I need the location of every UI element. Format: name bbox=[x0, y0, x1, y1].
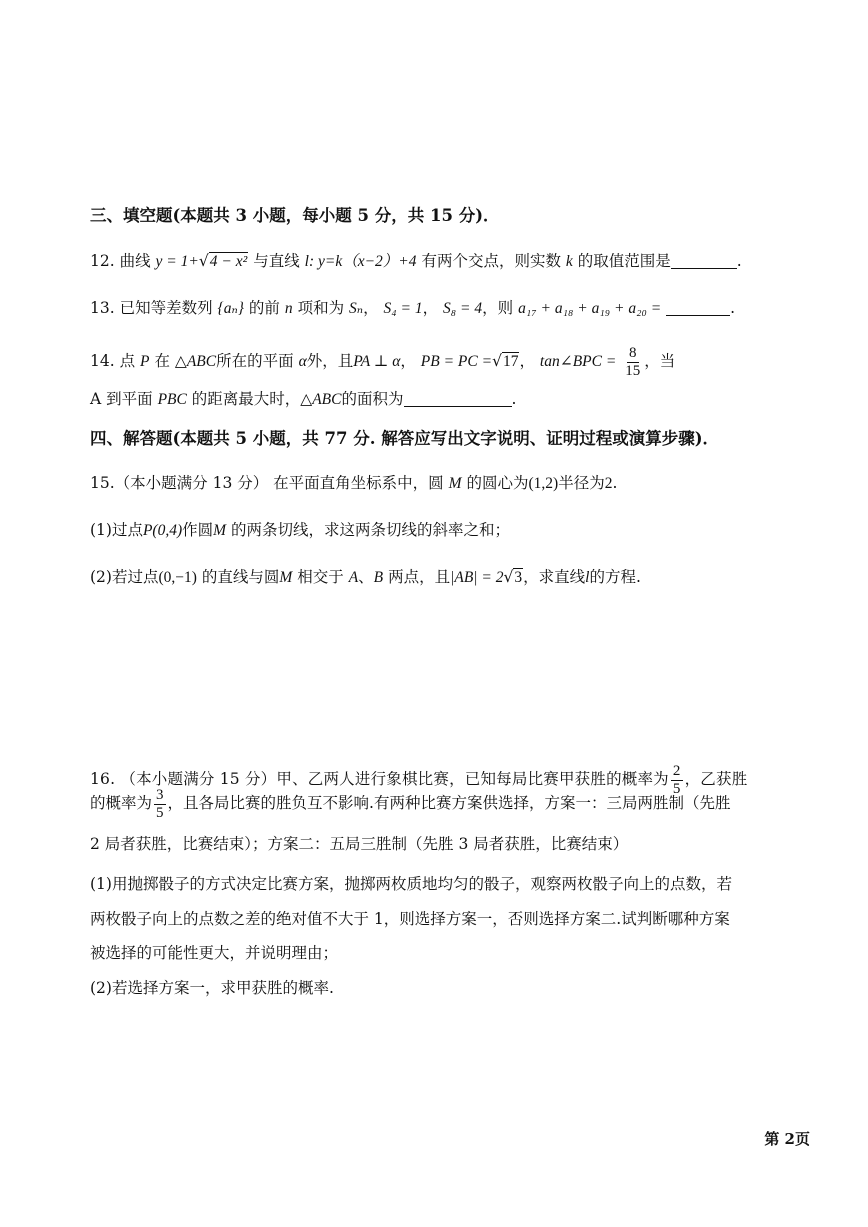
section4-heading: 四、解答题(本题共 5 小题，共 77 分. 解答应写出文字说明、证明过程或演算步骤)． bbox=[90, 429, 720, 448]
q14-fraction bbox=[623, 345, 642, 380]
q16-frac1-den: 5 bbox=[672, 780, 681, 797]
q15-sep: 、 bbox=[358, 568, 374, 586]
question-15 bbox=[90, 472, 808, 495]
q15-p2-e: ，求直线 bbox=[523, 568, 586, 586]
q12-end: . bbox=[736, 252, 742, 270]
q16-line3: 2 局者获胜，比赛结束）；方案二：五局三胜制（先胜 3 局者获胜，比赛结束） bbox=[90, 835, 629, 853]
q14-tan: tan∠BPC = bbox=[539, 353, 617, 370]
q14-frac-num: 8 bbox=[629, 344, 637, 361]
q14-point-p: P bbox=[140, 353, 150, 370]
q14-end: . bbox=[511, 390, 517, 408]
q15-text3: 半径为 bbox=[558, 474, 605, 492]
q14-text4: 外，且 bbox=[306, 352, 354, 370]
q16-l1-a: （本小题满分 15 分）甲、乙两人进行象棋比赛，已知每局比赛甲获胜的概率为 bbox=[120, 770, 669, 788]
q15-p2-f: 的方程. bbox=[589, 568, 641, 586]
q14-triangle: △ABC bbox=[174, 353, 217, 370]
q16-frac2-num: 3 bbox=[156, 786, 164, 803]
q15-radius: 2 bbox=[604, 475, 613, 492]
q15-p2-circle: M bbox=[279, 569, 293, 586]
q14-perp: PA ⊥ α bbox=[353, 353, 401, 370]
q15-p2-d: 两点，且 bbox=[388, 568, 451, 586]
question-12 bbox=[90, 250, 808, 273]
q16-fraction2 bbox=[154, 787, 166, 822]
q13-text2: 的前 bbox=[248, 299, 280, 317]
q14-number: 14. bbox=[90, 352, 115, 370]
q13-n: n bbox=[284, 300, 293, 317]
q13-number: 13. bbox=[90, 299, 115, 317]
q13-end: . bbox=[730, 299, 736, 317]
q12-text2: 与直线 bbox=[253, 252, 300, 270]
q14-line2-b: 的距离最大时， bbox=[191, 390, 301, 408]
q14-text1: 点 bbox=[119, 352, 136, 370]
q15-part1 bbox=[90, 519, 808, 542]
q16-line7: (2)若选择方案一，求甲获胜的概率. bbox=[90, 979, 334, 997]
radical-icon: √ bbox=[198, 252, 209, 270]
q15-p1-c: 的两条切线，求这两条切线的斜率之和； bbox=[231, 521, 511, 539]
q15-p2-b: 的直线与圆 bbox=[201, 568, 280, 586]
q15-p2-c: 相交于 bbox=[297, 568, 344, 586]
q15-p2-a: (2)若过点 bbox=[90, 568, 159, 586]
q12-text3: 有两个交点，则实数 bbox=[421, 252, 561, 270]
q16-l2-b: ，且各局比赛的胜负互不影响.有两种比赛方案供选择，方案一：三局两胜制（先胜 bbox=[167, 794, 731, 812]
q15-center: (1,2) bbox=[528, 475, 559, 492]
q15-part2 bbox=[90, 566, 808, 589]
radical-icon: √ bbox=[503, 568, 514, 586]
q13-cond2: S₈ = 4 bbox=[443, 300, 483, 317]
q16-line2 bbox=[90, 784, 808, 822]
q16-number: 16. bbox=[90, 770, 116, 788]
q12-text4: 的取值范围是 bbox=[577, 252, 671, 270]
q15-point-b: B bbox=[373, 569, 384, 586]
q14-eq2: PB = PC = bbox=[420, 353, 493, 370]
q16-l1-b: ，乙获胜 bbox=[684, 770, 748, 788]
q15-text1: 在平面直角坐标系中，圆 bbox=[273, 474, 444, 492]
q15-number: 15. bbox=[90, 474, 115, 492]
q14-alpha: α bbox=[298, 353, 307, 370]
q16-frac2-den: 5 bbox=[156, 804, 164, 821]
q15-text2: 的圆心为 bbox=[466, 474, 529, 492]
q12-k: k bbox=[565, 253, 573, 270]
q15-p2-point: (0,−1) bbox=[158, 569, 197, 586]
q14-frac-den: 15 bbox=[625, 362, 641, 379]
question-14: 14. 点 P 在 △ABC所在的平面 α外，且PA ⊥ α， PB = PC =√17， tan∠BPC = $\frac{8}{15}$ ，当 bbox=[90, 344, 676, 379]
q16-frac1-num: 2 bbox=[672, 762, 681, 779]
question-13: 13. 已知等差数列 {aₙ} 的前 n 项和为 Sₙ， S₄ = 1， S₈ = 4，则 a₁₇ + a₁₈ + a₁₉ + a₂₀ = . bbox=[90, 299, 736, 317]
q12-number: 12. bbox=[90, 252, 115, 270]
q14-line2-a: A 到平面 bbox=[90, 390, 153, 408]
q12-text1: 曲线 bbox=[119, 252, 151, 270]
q15-p1-circle: M bbox=[213, 522, 227, 539]
q13-sn: Sₙ bbox=[349, 300, 364, 317]
q12-line-eq: l: y=k（x−2）+4 bbox=[304, 253, 417, 270]
q12-radicand: 4 − x² bbox=[209, 253, 248, 270]
q15-circle-m: M bbox=[448, 475, 462, 492]
radical-icon: √ bbox=[492, 352, 502, 370]
q14-text5: ，当 bbox=[644, 352, 676, 370]
q12-answer-blank[interactable] bbox=[671, 252, 737, 269]
q13-sequence: {aₙ} bbox=[217, 300, 244, 317]
q13-text4: ，则 bbox=[482, 299, 514, 317]
q15-note: （本小题满分 13 分） bbox=[114, 474, 269, 492]
q12-curve-eq: y = 1+ bbox=[155, 253, 199, 270]
q14-answer-blank[interactable] bbox=[404, 390, 512, 407]
q14-line2-c: 的面积为 bbox=[341, 390, 404, 408]
q15-p1-point: P(0,4) bbox=[142, 522, 183, 539]
q14-plane-pbc: PBC bbox=[157, 391, 187, 408]
page-number: 第 2页 bbox=[764, 1130, 810, 1148]
section3-heading: 三、填空题(本题共 3 小题，每小题 5 分，共 15 分)． bbox=[90, 206, 500, 225]
q15-radicand: 3 bbox=[514, 569, 523, 586]
q13-text1: 已知等差数列 bbox=[119, 299, 213, 317]
question-14-line2 bbox=[90, 388, 808, 411]
q14-text3: 所在的平面 bbox=[216, 352, 294, 370]
q15-ab: |AB| = 2 bbox=[450, 569, 504, 586]
q16-l2-a: 的概率为 bbox=[90, 794, 153, 812]
q14-triangle2: △ABC bbox=[300, 391, 342, 408]
q14-radicand: 17 bbox=[502, 353, 519, 370]
q15-point-a: A bbox=[348, 569, 359, 586]
q16-line4: (1)用抛掷骰子的方式决定比赛方案，抛掷两枚质地均匀的骰子，观察两枚骰子向上的点数，若 bbox=[90, 875, 732, 893]
q16-line6: 被选择的可能性更大，并说明理由； bbox=[90, 944, 339, 962]
q13-answer-blank[interactable] bbox=[666, 299, 730, 316]
q15-end: . bbox=[612, 474, 618, 492]
q16-line5: 两枚骰子向上的点数之差的绝对值不大于 1，则选择方案一，否则选择方案二.试判断哪种方案 bbox=[90, 910, 730, 928]
q13-expr: a₁₇ + a₁₈ + a₁₉ + a₂₀ = bbox=[518, 300, 662, 317]
q15-p1-a: (1)过点 bbox=[90, 521, 143, 539]
q13-text3: 项和为 bbox=[297, 299, 345, 317]
q14-text2: 在 bbox=[154, 352, 170, 370]
q15-line-l: l bbox=[585, 569, 590, 586]
q15-p1-b: 作圆 bbox=[182, 521, 214, 539]
q13-cond1: S₄ = 1 bbox=[383, 300, 423, 317]
